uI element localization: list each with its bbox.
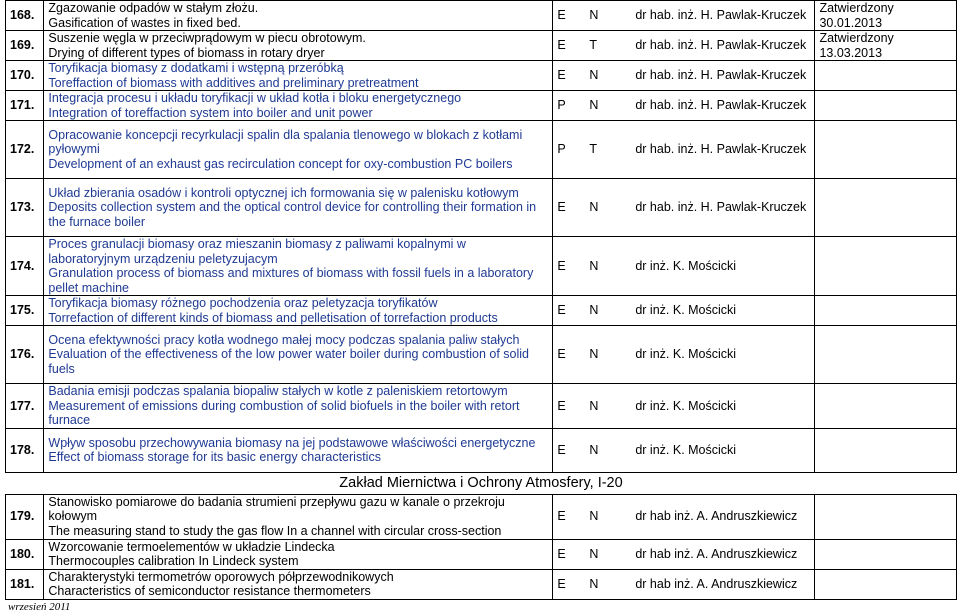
approval-status-label: Zatwierdzony bbox=[819, 1, 894, 15]
supervisor-name: dr hab. inż. H. Pawlak-Kruczek bbox=[635, 68, 807, 83]
supervisor-cell bbox=[553, 569, 815, 599]
section-header-row bbox=[6, 472, 957, 494]
language-code: E bbox=[557, 509, 566, 524]
topic-title-english: Thermocouples calibration In Lindeck system bbox=[48, 554, 299, 568]
topic-title-polish: Wpływ sposobu przechowywania biomasy na jej podstawowe właściwości energetyczne bbox=[48, 435, 536, 450]
language-code: E bbox=[557, 546, 566, 561]
topic-title-polish: Opracowanie koncepcji recyrkulacji spalin dla spalania tlenowego w blokach z kotłami pyłowymi bbox=[48, 127, 523, 157]
supervisor-name: dr hab. inż. H. Pawlak-Kruczek bbox=[635, 200, 807, 215]
thesis-type-code: N bbox=[589, 258, 599, 273]
supervisor-info bbox=[557, 142, 810, 157]
table-body bbox=[6, 1, 957, 600]
supervisor-name: dr hab. inż. H. Pawlak-Kruczek bbox=[635, 38, 807, 53]
topic-title-cell bbox=[44, 237, 553, 296]
language-code: E bbox=[557, 347, 566, 362]
supervisor-name: dr inż. K. Mościcki bbox=[635, 442, 737, 457]
topic-title-english: Granulation process of biomass and mixtures of biomass with fossil fuels in a laboratory pellet machine bbox=[48, 266, 534, 295]
approval-status-cell bbox=[815, 237, 957, 296]
supervisor-info bbox=[557, 259, 810, 274]
approval-status-label: Zatwierdzony bbox=[819, 31, 894, 45]
thesis-type-code: N bbox=[589, 98, 599, 113]
supervisor-info bbox=[557, 98, 810, 113]
topic-title-polish: Integracja procesu i układu toryfikacji w układ kotła i bloku energetycznego bbox=[48, 91, 462, 105]
thesis-type-code: N bbox=[589, 442, 599, 457]
topic-title-polish: Toryfikacja biomasy z dodatkami i wstępną przeróbką bbox=[48, 61, 344, 75]
topic-title-cell bbox=[44, 91, 553, 121]
table-row bbox=[6, 237, 957, 296]
table-row bbox=[6, 296, 957, 326]
approval-status-cell bbox=[815, 1, 957, 31]
topic-title-english: Toreffaction of biomass with additives and preliminary pretreatment bbox=[48, 75, 419, 90]
topic-title-polish: Zgazowanie odpadów w stałym złożu. bbox=[48, 1, 259, 15]
row-number: 175. bbox=[6, 296, 44, 326]
footer-date: wrzesień 2011 bbox=[8, 601, 71, 613]
section-title: Zakład Miernictwa i Ochrony Atmosfery, I-20 bbox=[6, 472, 957, 494]
supervisor-name: dr inż. K. Mościcki bbox=[635, 258, 737, 273]
language-code: E bbox=[557, 8, 566, 23]
supervisor-cell bbox=[553, 494, 815, 539]
topic-title-polish: Suszenie węgla w przeciwprądowym w piecu obrotowym. bbox=[48, 31, 366, 45]
supervisor-cell bbox=[553, 384, 815, 429]
topic-title-english: Gasification of wastes in fixed bed. bbox=[48, 15, 241, 30]
supervisor-name: dr hab inż. A. Andruszkiewicz bbox=[635, 546, 798, 561]
approval-date: 30.01.2013 bbox=[819, 15, 883, 30]
topic-title-cell bbox=[44, 31, 553, 61]
row-number: 179. bbox=[6, 494, 44, 539]
language-code: E bbox=[557, 303, 566, 318]
approval-status-cell bbox=[815, 179, 957, 237]
thesis-type-code: N bbox=[589, 398, 599, 413]
table-row bbox=[6, 179, 957, 237]
language-code: E bbox=[557, 442, 566, 457]
supervisor-cell bbox=[553, 61, 815, 91]
supervisor-cell bbox=[553, 91, 815, 121]
topic-title-english: Torrefaction of different kinds of biomass and pelletisation of torrefaction products bbox=[48, 310, 498, 325]
table-row bbox=[6, 428, 957, 472]
supervisor-cell bbox=[553, 237, 815, 296]
supervisor-name: dr inż. K. Mościcki bbox=[635, 347, 737, 362]
approval-status-cell bbox=[815, 494, 957, 539]
table-row bbox=[6, 539, 957, 569]
topic-title-cell bbox=[44, 179, 553, 237]
thesis-type-code: N bbox=[589, 68, 599, 83]
supervisor-cell bbox=[553, 428, 815, 472]
approval-status-cell bbox=[815, 91, 957, 121]
topic-title-english: The measuring stand to study the gas flow In a channel with circular cross-section bbox=[48, 523, 502, 538]
topic-title-polish: Toryfikacja biomasy różnego pochodzenia oraz peletyzacja toryfikatów bbox=[48, 296, 438, 310]
approval-status-cell bbox=[815, 384, 957, 429]
topic-title-english: Evaluation of the effectiveness of the low power water boiler during combustion of solid fuels bbox=[48, 347, 529, 376]
approval-status-cell bbox=[815, 296, 957, 326]
table-row bbox=[6, 61, 957, 91]
row-number: 180. bbox=[6, 539, 44, 569]
supervisor-cell bbox=[553, 179, 815, 237]
supervisor-cell bbox=[553, 31, 815, 61]
row-number: 177. bbox=[6, 384, 44, 429]
topic-title-cell bbox=[44, 428, 553, 472]
row-number: 168. bbox=[6, 1, 44, 31]
topic-title-cell bbox=[44, 326, 553, 384]
topic-title-polish: Stanowisko pomiarowe do badania strumieni przepływu gazu w kanale o przekroju kołowym bbox=[48, 494, 505, 524]
row-number: 170. bbox=[6, 61, 44, 91]
supervisor-cell bbox=[553, 326, 815, 384]
thesis-type-code: N bbox=[589, 303, 599, 318]
table-row bbox=[6, 569, 957, 599]
language-code: E bbox=[557, 576, 566, 591]
approval-status-cell bbox=[815, 61, 957, 91]
supervisor-name: dr hab. inż. H. Pawlak-Kruczek bbox=[635, 142, 807, 157]
row-number: 173. bbox=[6, 179, 44, 237]
thesis-type-code: N bbox=[589, 546, 599, 561]
language-code: E bbox=[557, 258, 566, 273]
topic-title-polish: Proces granulacji biomasy oraz mieszanin biomasy z paliwami kopalnymi w laboratoryjnym urządzeniu peletyzujacym bbox=[48, 237, 466, 266]
supervisor-info bbox=[557, 547, 810, 562]
table-row bbox=[6, 91, 957, 121]
thesis-topics-table bbox=[5, 0, 957, 600]
topic-title-english: Integration of toreffaction system into boiler and unit power bbox=[48, 105, 373, 120]
supervisor-name: dr inż. K. Mościcki bbox=[635, 303, 737, 318]
supervisor-name: dr inż. K. Mościcki bbox=[635, 398, 737, 413]
thesis-type-code: T bbox=[589, 38, 597, 53]
supervisor-info bbox=[557, 303, 810, 318]
topic-title-cell bbox=[44, 61, 553, 91]
table-row bbox=[6, 31, 957, 61]
supervisor-name: dr hab inż. A. Andruszkiewicz bbox=[635, 509, 798, 524]
topic-title-english: Measurement of emissions during combustion of solid biofuels in the boiler with retort furnace bbox=[48, 398, 520, 427]
topic-title-polish: Wzorcowanie termoelementów w układzie Lindecka bbox=[48, 539, 335, 554]
supervisor-info bbox=[557, 577, 810, 592]
supervisor-info bbox=[557, 38, 810, 53]
supervisor-name: dr hab. inż. H. Pawlak-Kruczek bbox=[635, 98, 807, 113]
topic-title-english: Effect of biomass storage for its basic energy characteristics bbox=[48, 450, 381, 464]
language-code: E bbox=[557, 68, 566, 83]
approval-status-cell bbox=[815, 539, 957, 569]
topic-title-english: Characteristics of semiconductor resistance thermometers bbox=[48, 584, 371, 598]
table-row bbox=[6, 326, 957, 384]
topic-title-polish: Badania emisji podczas spalania biopaliw stałych w kotle z paleniskiem retortowym bbox=[48, 384, 508, 398]
topic-title-english: Drying of different types of biomass in rotary dryer bbox=[48, 45, 325, 60]
language-code: P bbox=[557, 98, 566, 113]
thesis-type-code: T bbox=[589, 142, 597, 157]
approval-status-cell bbox=[815, 326, 957, 384]
supervisor-info bbox=[557, 443, 810, 458]
row-number: 181. bbox=[6, 569, 44, 599]
supervisor-cell bbox=[553, 1, 815, 31]
supervisor-name: dr hab inż. A. Andruszkiewicz bbox=[635, 576, 798, 591]
language-code: E bbox=[557, 38, 566, 53]
thesis-type-code: N bbox=[589, 200, 599, 215]
topic-title-polish: Układ zbierania osadów i kontroli optycznej ich formowania się w palenisku kotłowym bbox=[48, 185, 519, 200]
supervisor-cell bbox=[553, 539, 815, 569]
topic-title-cell bbox=[44, 1, 553, 31]
topic-title-cell bbox=[44, 569, 553, 599]
topic-title-cell bbox=[44, 494, 553, 539]
approval-status-cell bbox=[815, 31, 957, 61]
supervisor-info bbox=[557, 509, 810, 524]
row-number: 176. bbox=[6, 326, 44, 384]
thesis-type-code: N bbox=[589, 347, 599, 362]
supervisor-cell bbox=[553, 296, 815, 326]
language-code: E bbox=[557, 398, 566, 413]
supervisor-info bbox=[557, 399, 810, 414]
approval-status-cell bbox=[815, 121, 957, 179]
table-row bbox=[6, 384, 957, 429]
topic-title-polish: Charakterystyki termometrów oporowych półprzewodnikowych bbox=[48, 569, 394, 584]
approval-status-cell bbox=[815, 569, 957, 599]
supervisor-info bbox=[557, 347, 810, 362]
row-number: 178. bbox=[6, 428, 44, 472]
topic-title-polish: Ocena efektywności pracy kotła wodnego małej mocy podczas spalania paliw stałych bbox=[48, 332, 520, 347]
topic-title-cell bbox=[44, 539, 553, 569]
approval-date: 13.03.2013 bbox=[819, 45, 883, 60]
row-number: 171. bbox=[6, 91, 44, 121]
table-row bbox=[6, 1, 957, 31]
topic-title-cell bbox=[44, 296, 553, 326]
table-row bbox=[6, 121, 957, 179]
thesis-type-code: N bbox=[589, 8, 599, 23]
supervisor-cell bbox=[553, 121, 815, 179]
row-number: 172. bbox=[6, 121, 44, 179]
language-code: E bbox=[557, 200, 566, 215]
topic-title-cell bbox=[44, 384, 553, 429]
thesis-type-code: N bbox=[589, 509, 599, 524]
thesis-type-code: N bbox=[589, 576, 599, 591]
approval-status-cell bbox=[815, 428, 957, 472]
supervisor-info bbox=[557, 200, 810, 215]
topic-title-english: Development of an exhaust gas recirculation concept for oxy-combustion PC boilers bbox=[48, 156, 513, 171]
language-code: P bbox=[557, 142, 566, 157]
row-number: 169. bbox=[6, 31, 44, 61]
supervisor-info bbox=[557, 8, 810, 23]
supervisor-info bbox=[557, 68, 810, 83]
row-number: 174. bbox=[6, 237, 44, 296]
topic-title-cell bbox=[44, 121, 553, 179]
table-row bbox=[6, 494, 957, 539]
topic-title-english: Deposits collection system and the optical control device for controlling their formation in the furnace boiler bbox=[48, 200, 537, 229]
supervisor-name: dr hab. inż. H. Pawlak-Kruczek bbox=[635, 8, 807, 23]
